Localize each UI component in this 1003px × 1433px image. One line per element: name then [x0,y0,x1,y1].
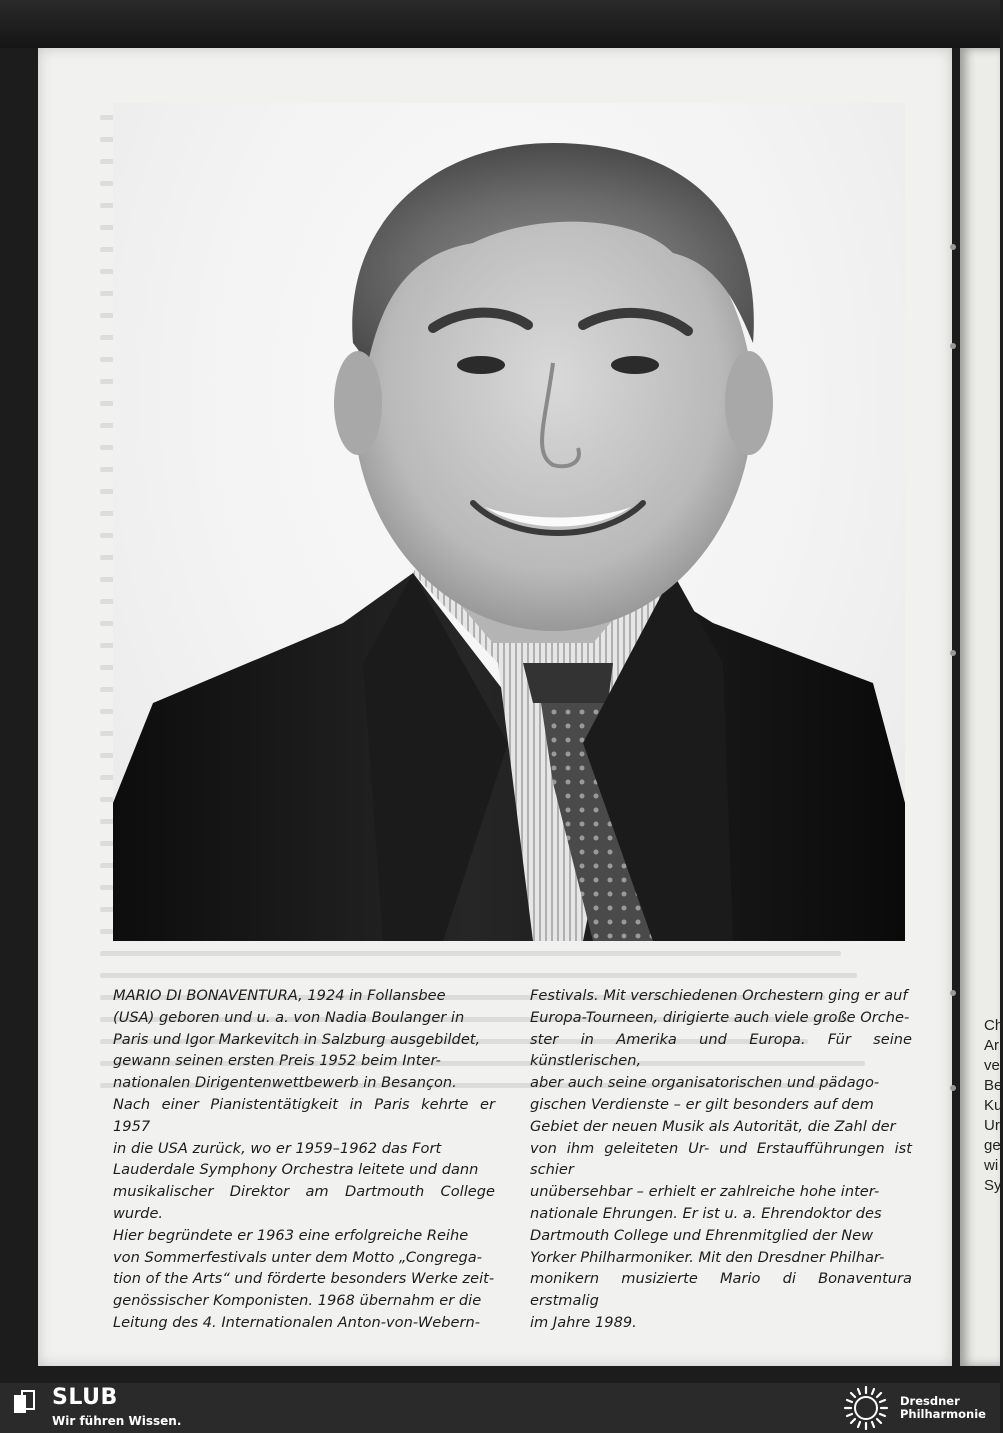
caption-line: Yorker Philharmoniker. Mit den Dresdner Philhar- [530,1248,885,1266]
caption-line: von ihm geleiteten Ur- und Erstaufführungen ist schier [530,1139,912,1179]
scan-background [0,0,1000,48]
staple-hole [950,990,956,996]
staple-hole [950,650,956,656]
next-page-fragment: ve [984,1057,1000,1074]
caption-line: ster in Amerika und Europa. Für seine künstlerischen, [530,1030,912,1070]
next-page-fragment: Be [984,1077,1003,1094]
next-page-fragment: Sy [984,1177,1002,1194]
library-tagline: Wir führen Wissen. [52,1414,182,1428]
caption-line: gewann seinen ersten Preis 1952 beim Inter- [113,1052,441,1070]
next-page-fragment: wi [984,1157,999,1174]
next-page-fragment: ge [984,1137,1001,1154]
caption-line: Hier begründete er 1963 eine erfolgreiche Reihe [113,1226,469,1244]
caption-line: Lauderdale Symphony Orchestra leitete und dann [113,1161,479,1179]
caption-line: in die USA zurück, wo er 1959–1962 das Fort [113,1139,442,1157]
caption-line: Nach einer Pianistentätigkeit in Paris kehrte er 1957 [113,1095,495,1135]
caption-line: aber auch seine organisatorischen und pädago- [530,1074,880,1092]
caption-area [113,953,912,1331]
caption-line: Europa-Tourneen, dirigierte auch viele große Orche- [530,1008,910,1026]
caption-line: (USA) geboren und u. a. von Nadia Boulanger in [113,1008,465,1026]
caption-line: gischen Verdienste – er gilt besonders auf dem [530,1095,874,1113]
next-page-edge [960,48,1003,1366]
next-page-fragment: Ch [984,1017,1003,1034]
caption-line: Festivals. Mit verschiedenen Orchestern ging er auf [530,987,908,1004]
caption-line: tion of the Arts“ und förderte besonders Werke zeit- [113,1270,495,1288]
viewer-footer-bar [0,1383,1000,1433]
caption-line: Dartmouth College und Ehrenmitglied der New [530,1226,874,1244]
partner-name-line1: Dresdner [900,1394,960,1408]
slub-logo-icon[interactable] [12,1389,40,1415]
caption-line: im Jahre 1989. [530,1313,637,1331]
caption-line: von Sommerfestivals unter dem Motto „Congrega- [113,1248,483,1266]
dresdner-philharmonie-sunburst-icon[interactable] [840,1385,892,1431]
next-page-fragment: Ur [984,1117,1000,1134]
partner-name-line2: Philharmonie [900,1407,986,1421]
caption-line: monikern musizierte Mario di Bonaventura erstmalig [530,1270,912,1310]
caption-line: musikalischer Direktor am Dartmouth College wurde. [113,1183,495,1222]
caption-line: nationalen Dirigentenwettbewerb in Besançon. [113,1074,457,1092]
next-page-fragment: Ku [984,1097,1003,1114]
next-page-fragment: Ar [984,1037,999,1054]
caption-line: Leitung des 4. Internationalen Anton-von-Webern- [113,1313,480,1331]
caption-line: Paris und Igor Markevitch in Salzburg ausgebildet, [113,1030,481,1048]
staple-hole [950,1085,956,1091]
caption-left-column [113,985,495,1334]
partner-name[interactable] [900,1395,986,1421]
staple-hole [950,244,956,250]
caption-line: genössischer Komponisten. 1968 übernahm er die [113,1292,482,1310]
caption-line: MARIO DI BONAVENTURA, 1924 in Follansbee [113,987,446,1004]
caption-line: Gebiet der neuen Musik als Autorität, die Zahl der [530,1117,896,1135]
caption-line: nationale Ehrungen. Er ist u. a. Ehrendoktor des [530,1204,882,1222]
staple-hole [950,343,956,349]
caption-right-column [530,985,912,1334]
caption-line: unübersehbar – erhielt er zahlreiche hohe inter- [530,1183,880,1201]
portrait-photo [113,103,905,941]
library-name[interactable]: SLUB [52,1385,118,1410]
